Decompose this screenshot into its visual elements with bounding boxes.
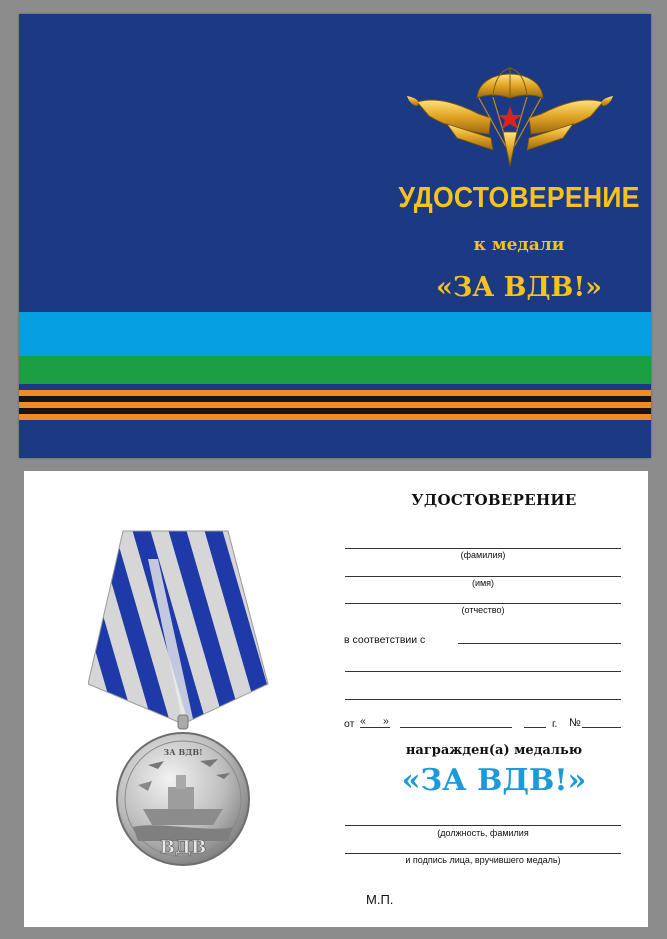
position-line[interactable] xyxy=(345,825,621,826)
awarded-label: награжден(а) медалью xyxy=(405,743,583,758)
form-title: УДОСТОВЕРЕНИЕ xyxy=(411,491,577,509)
surname-line[interactable] xyxy=(345,548,621,549)
month-line[interactable] xyxy=(400,727,512,728)
seal-placeholder: М.П. xyxy=(366,892,394,907)
day-line[interactable] xyxy=(360,727,390,728)
medal-top-inscription: ЗА ВДВ! xyxy=(163,747,203,757)
blank-line[interactable] xyxy=(345,699,621,700)
vdv-medal-icon xyxy=(88,529,278,874)
date-quote-open: « xyxy=(360,715,366,727)
date-quote-close: » xyxy=(383,715,389,727)
number-sign: № xyxy=(569,717,581,729)
certificate-cover xyxy=(19,14,651,458)
paratrooper-wings-emblem-icon xyxy=(407,54,613,170)
patronymic-caption: (отчество) xyxy=(461,605,505,615)
year-line[interactable] xyxy=(524,727,546,728)
cover-medal-name: «ЗА ВДВ!» xyxy=(435,272,603,303)
ribbon-orange-stripe xyxy=(19,414,651,420)
number-line[interactable] xyxy=(582,727,621,728)
signature-caption: и подпись лица, вручившего медаль) xyxy=(405,855,561,865)
green-stripe xyxy=(19,356,651,384)
year-suffix: г. xyxy=(552,718,558,730)
blank-line[interactable] xyxy=(345,671,621,672)
certificate-inner-page xyxy=(24,471,648,927)
accordance-line[interactable] xyxy=(458,643,621,644)
form-medal-name: «ЗА ВДВ!» xyxy=(401,763,587,798)
patronymic-line[interactable] xyxy=(345,603,621,604)
name-caption: (имя) xyxy=(471,578,495,588)
position-caption: (должность, фамилия xyxy=(437,828,529,838)
accordance-label: в соответствии с xyxy=(344,634,426,646)
date-from-label: от xyxy=(344,718,355,730)
signature-line[interactable] xyxy=(345,853,621,854)
cover-subtitle: к медали xyxy=(473,235,565,255)
name-line[interactable] xyxy=(345,576,621,577)
surname-caption: (фамилия) xyxy=(460,550,506,560)
sky-blue-stripe xyxy=(19,312,651,356)
medal-bottom-inscription: ВДВ xyxy=(159,837,207,858)
cover-title: УДОСТОВЕРЕНИЕ xyxy=(398,182,640,214)
